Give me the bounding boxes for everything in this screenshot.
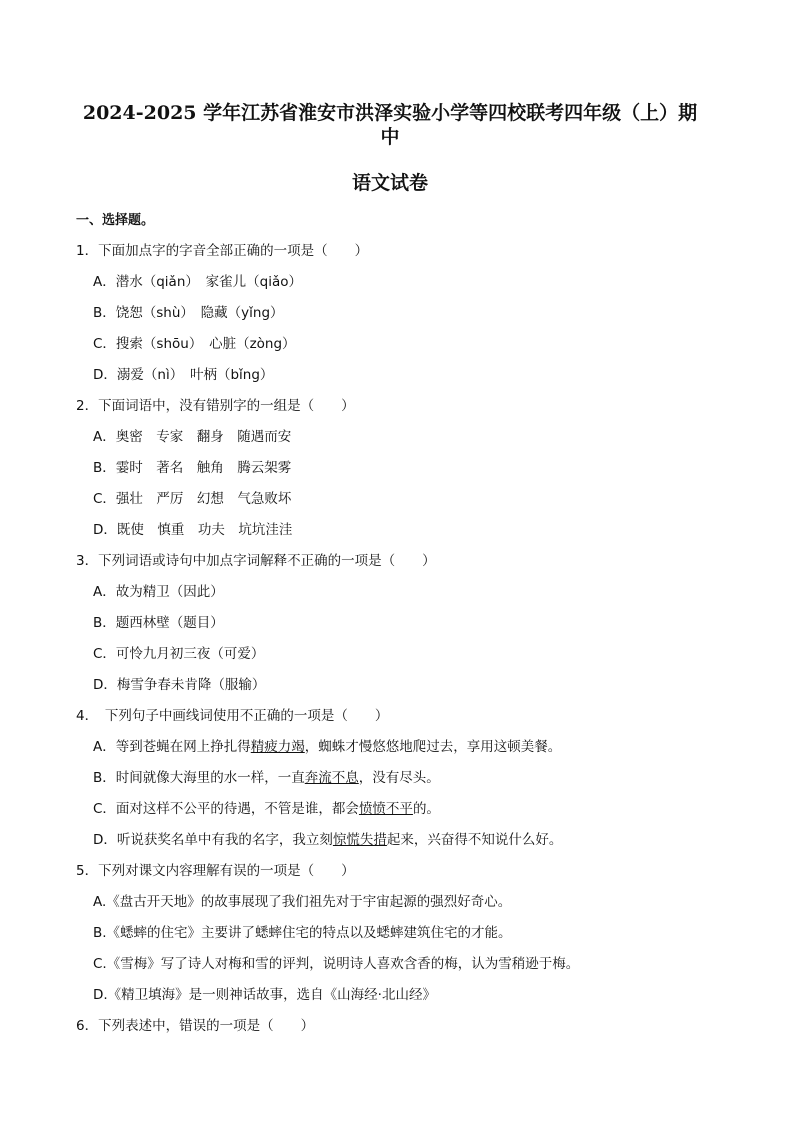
- option-text: A．故为精卫（因此）: [93, 584, 224, 600]
- answer-option: [93, 825, 704, 856]
- underlined-phrase: 精疲力竭: [250, 739, 305, 755]
- question-list: [76, 236, 704, 1042]
- option-text: D．听说获奖名单中有我的名字，我立刻: [93, 832, 333, 848]
- option-text: C．搜索（shōu） 心脏（zòng）: [93, 336, 296, 352]
- answer-option: [93, 360, 704, 391]
- answer-option: [93, 794, 704, 825]
- option-text: 的。: [412, 801, 440, 817]
- option-text: C.《雪梅》写了诗人对梅和雪的评判，说明诗人喜欢含香的梅，认为雪稍逊于梅。: [93, 956, 580, 972]
- question-stem: 3．下列词语或诗句中加点字词解释不正确的一项是（ ）: [76, 553, 436, 569]
- answer-option: [93, 267, 704, 298]
- answer-option: [93, 422, 704, 453]
- option-text: A．潜水（qiǎn） 家雀儿（qiǎo）: [93, 274, 302, 290]
- answer-option: [93, 453, 704, 484]
- answer-option: [93, 763, 704, 794]
- option-text: D.《精卫填海》是一则神话故事，选自《山海经·北山经》: [93, 987, 436, 1003]
- option-text: 起来，兴奋得不知说什么好。: [386, 832, 563, 848]
- answer-option: [93, 298, 704, 329]
- option-text: A.《盘古开天地》的故事展现了我们祖先对于宇宙起源的强烈好奇心。: [93, 894, 512, 910]
- option-text: B．霎时 著名 触角 腾云架雾: [93, 460, 292, 476]
- answer-option: [93, 887, 704, 918]
- option-text: ，蜘蛛才慢悠悠地爬过去，享用这顿美餐。: [304, 739, 562, 755]
- answer-option: [93, 949, 704, 980]
- question-stem: 4． 下列句子中画线词使用不正确的一项是（ ）: [76, 708, 389, 724]
- option-text: C．可怜九月初三夜（可爱）: [93, 646, 265, 662]
- exam-title: 2024-2025 学年江苏省淮安市洪泽实验小学等四校联考四年级（上）期中: [82, 102, 698, 148]
- answer-option: [93, 670, 704, 701]
- exam-content: [76, 213, 704, 1042]
- option-text: B．饶恕（shù） 隐藏（yǐng）: [93, 305, 284, 321]
- answer-option: [93, 980, 704, 1011]
- underlined-phrase: 愤愤不平: [358, 801, 413, 817]
- answer-option: [93, 484, 704, 515]
- option-text: D．梅雪争春未肯降（服输）: [93, 677, 266, 693]
- section-heading: 一、选择题。: [76, 213, 155, 228]
- option-text: B．时间就像大海里的水一样，一直: [93, 770, 305, 786]
- underlined-phrase: 惊慌失措: [332, 832, 387, 848]
- answer-option: [93, 577, 704, 608]
- answer-option: [93, 515, 704, 546]
- exam-subtitle: 语文试卷: [351, 172, 428, 194]
- answer-option: [93, 732, 704, 763]
- option-text: ，没有尽头。: [358, 770, 440, 786]
- option-text: C．强壮 严厉 幻想 气急败坏: [93, 491, 292, 507]
- option-text: B.《蟋蟀的住宅》主要讲了蟋蟀住宅的特点以及蟋蟀建筑住宅的才能。: [93, 925, 512, 941]
- option-text: D．既使 慎重 功夫 坑坑洼洼: [93, 522, 293, 538]
- option-text: A．奥密 专家 翻身 随遇而安: [93, 429, 292, 445]
- answer-option: [93, 918, 704, 949]
- answer-option: [93, 639, 704, 670]
- option-text: A．等到苍蝇在网上挣扎得: [93, 739, 251, 755]
- option-text: D．溺爱（nì） 叶柄（bǐng）: [93, 367, 274, 383]
- option-text: B．题西林壁（题目）: [93, 615, 224, 631]
- question-stem: 6．下列表述中，错误的一项是（ ）: [76, 1018, 315, 1034]
- answer-option: [93, 608, 704, 639]
- question-stem: 1．下面加点字的字音全部正确的一项是（ ）: [76, 243, 369, 259]
- question-stem: 2．下面词语中，没有错别字的一组是（ ）: [76, 398, 355, 414]
- question-stem: 5．下列对课文内容理解有误的一项是（ ）: [76, 863, 355, 879]
- answer-option: [93, 329, 704, 360]
- option-text: C．面对这样不公平的待遇，不管是谁，都会: [93, 801, 359, 817]
- underlined-phrase: 奔流不息: [304, 770, 359, 786]
